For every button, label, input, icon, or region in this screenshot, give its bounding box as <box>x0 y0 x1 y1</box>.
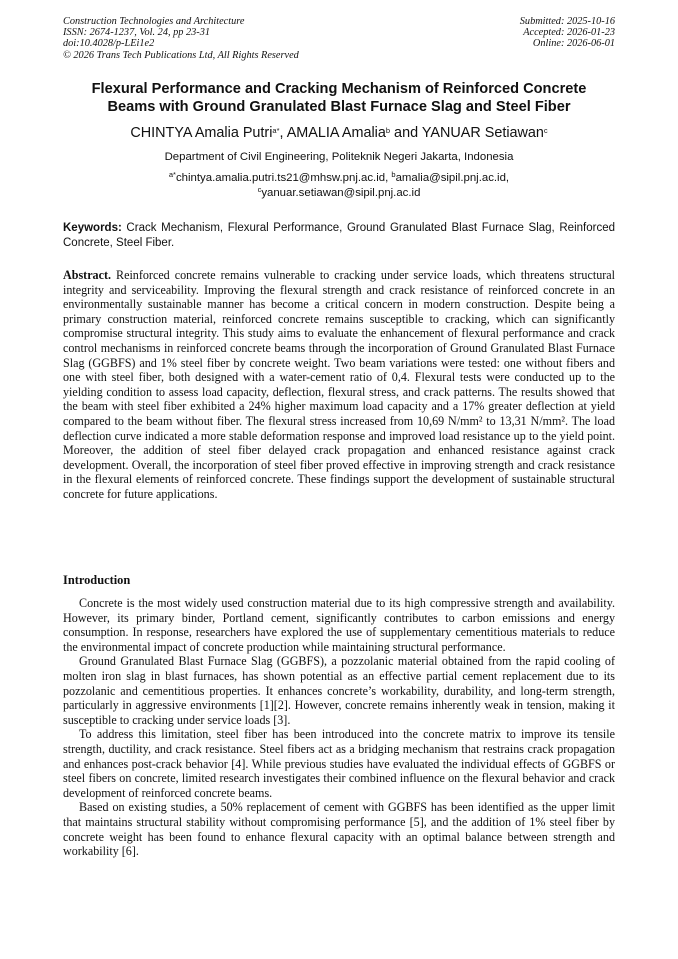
header-left <box>63 16 299 61</box>
issn-info: ISSN: 2674-1237, Vol. 24, pp 23-31 <box>63 27 211 39</box>
keywords <box>63 221 615 250</box>
abstract-label: Abstract. <box>63 268 112 282</box>
section-heading-introduction: Introduction <box>63 573 131 587</box>
paragraph: To address this limitation, steel fiber has been introduced into the concrete matrix to improve its tensile strength, ductility, and crack resistance. Steel fibers act as a bridging mechanism that restrains crack propagation and enhances post-crack behavior [4]. While previous studies have evaluated the individual effects of GGBFS or steel fibers on concrete, limited research investigates their combined influence on the flexural behavior and crack development of reinforced concrete beams. <box>63 727 615 800</box>
paragraph: Concrete is the most widely used construction material due to its high compressive strength and availability. However, its primary binder, Portland cement, significantly contributes to carbon emissions and energy consumption. In response, researchers have explored the use of supplementary cementitious materials to reduce the environmental impact of concrete production while maintaining structural performance. <box>63 596 615 654</box>
paragraph: Based on existing studies, a 50% replacement of cement with GGBFS has been identified as the upper limit that maintains structural stability without compromising performance [5], and the addition of 1% steel fiber by concrete weight has been found to enhance flexural capacity with an optimal balance between strength and workability [6]. <box>63 800 615 859</box>
title-line-1: Flexural Performance and Cracking Mechanism of Reinforced Concrete <box>91 81 587 97</box>
author-3: YANUAR Setiawan <box>421 125 544 141</box>
paragraph: Ground Granulated Blast Furnace Slag (GGBFS), a pozzolanic material obtained from the rapid cooling of molten iron slag in blast furnaces, has shown potential as an effective partial cement replacement due to its pozzolanic and cementitious properties. It enhances concrete’s workability, durability, and long-term strength, particularly in aggressive environments [1][2]. However, concrete remains inherently weak in tension, making it susceptible to cracking under service loads [3]. <box>63 654 615 727</box>
author-1-affil: a* <box>272 126 280 135</box>
affiliation: Department of Civil Engineering, Politeknik Negeri Jakarta, Indonesia <box>164 151 514 163</box>
email-2[interactable]: amalia@sipil.pnj.ac.id, <box>395 172 510 184</box>
doi[interactable]: doi:10.4028/p-LEi1e2 <box>63 38 155 50</box>
email-1-affil: a* <box>168 170 176 179</box>
email-3[interactable]: yanuar.setiawan@sipil.pnj.ac.id <box>261 187 421 199</box>
online-date: Online: 2026-06-01 <box>532 38 615 50</box>
abstract-text: Reinforced concrete remains vulnerable to cracking under service loads, which threatens structural integrity and serviceability. Improving the flexural strength and crack resistance of reinforced concrete in an environmentally sustainable manner has become a critical concern in modern construction. Despite being a primary construction material, reinforced concrete remains susceptible to cracking, which can significantly compromise structural integrity. This study aims to evaluate the enhancement of flexural performance and crack control mechanisms in reinforced concrete beams through the incorporation of Ground Granulated Blast Furnace Slag (GGBFS) and 1% steel fiber by concrete weight. Two beam variations were tested: one without fibers and one with steel fiber, both designed with a water-cement ratio of 0,4. Flexural tests were conducted up to the yielding condition to assess load capacity, deflection, flexural stress, and crack patterns. The results showed that the beam with steel fiber exhibited a 24% higher maximum load capacity and a 17% greater deflection at yield compared to the beam without fiber. The flexural stress increased from 10,69 N/mm² to 13,31 N/mm². The load deflection curve indicated a more stable deformation response and improved load resistance up to the yield point. Moreover, the addition of steel fiber delayed crack propagation and enhanced resistance against crack development. Overall, the incorporation of steel fiber proved effective in improving strength and crack resistance in the flexural elements of reinforced concrete. These findings support the development of sustainable structural concrete for future applications. <box>63 268 615 501</box>
copyright: © 2026 Trans Tech Publications Ltd, All Rights Reserved <box>63 49 299 61</box>
email-2-affil: b <box>391 170 396 179</box>
email-3-affil: c <box>257 185 262 194</box>
email-1[interactable]: chintya.amalia.putri.ts21@mhsw.pnj.ac.id, <box>175 172 392 184</box>
author-1: CHINTYA Amalia Putri <box>130 125 273 141</box>
author-3-affil: c <box>543 126 548 135</box>
abstract <box>63 268 615 502</box>
author-2: AMALIA Amalia <box>286 125 386 141</box>
accepted-date: Accepted: 2026-01-23 <box>523 27 615 39</box>
header-right <box>520 16 615 50</box>
submitted-date: Submitted: 2025-10-16 <box>519 16 615 27</box>
author-list <box>0 124 678 142</box>
introduction-body <box>63 596 615 859</box>
author-separator: and <box>390 125 422 141</box>
keywords-text: Crack Mechanism, Flexural Performance, Ground Granulated Blast Furnace Slag, Reinforced Concrete, Steel Fiber. <box>63 222 615 249</box>
author-emails <box>0 171 678 201</box>
paper-title <box>50 80 628 116</box>
keywords-label: Keywords: <box>63 222 122 234</box>
title-line-2: Beams with Ground Granulated Blast Furnace Slag and Steel Fiber <box>107 99 571 115</box>
author-separator: , <box>279 125 287 141</box>
journal-name: Construction Technologies and Architecture <box>63 16 245 27</box>
author-2-affil: b <box>385 126 391 135</box>
